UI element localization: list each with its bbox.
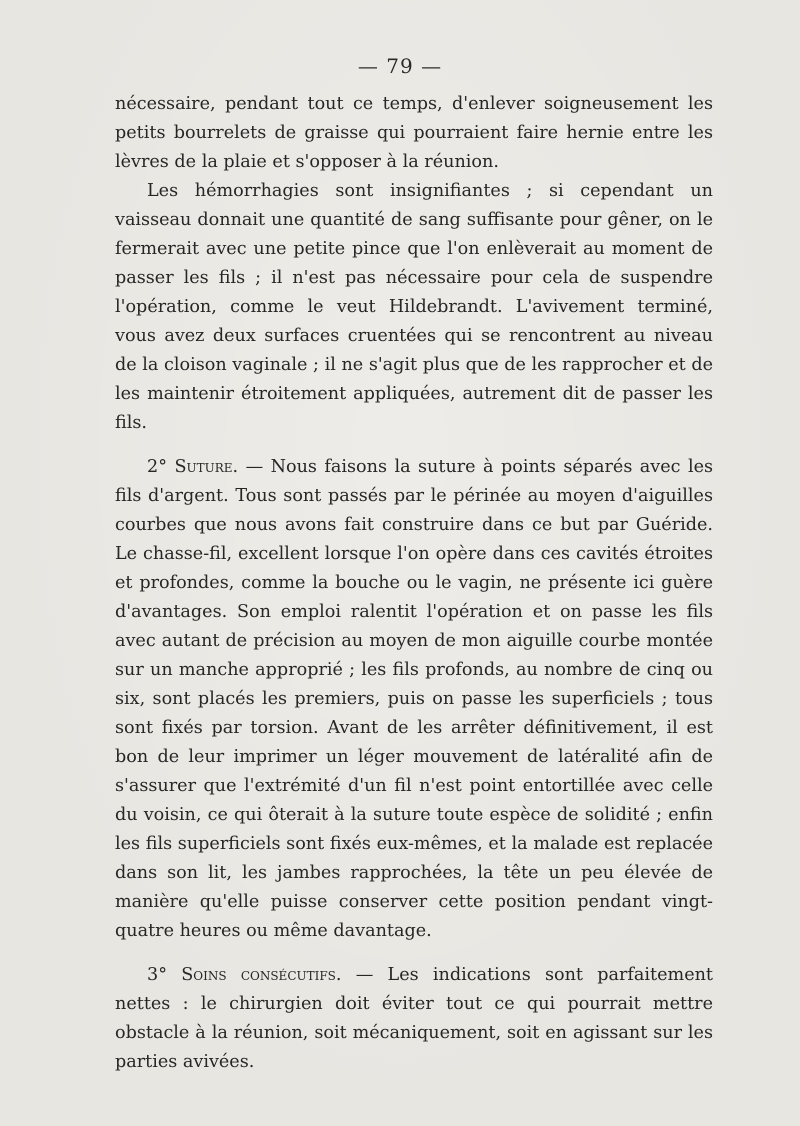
section-suture	[115, 453, 713, 946]
section-text: — Nous faisons la suture à points séparés avec les fils d'argent. Tous sont passés par le périnée au moyen d'aiguilles courbes que nous avons fait construire dans ce but par Guéride. Le chasse-fil, excellent lorsque l'on opère dans ces cavités étroites et profondes, comme la bouche ou le vagin, ne présente ici guère d'avantages. Son emploi ralentit l'opération et on passe les fils avec autant de précision au moyen de mon aiguille courbe montée sur un manche approprié ; les fils profonds, au nombre de cinq ou six, sont placés les premiers, puis on passe les superficiels ; tous sont fixés par torsion. Avant de les arrêter définitivement, il est bon de leur imprimer un léger mouvement de latéralité afin de s'assurer que l'extrémité d'un fil n'est point entortillée avec celle du voisin, ce qui ôterait à la suture toute espèce de solidité ; enfin les fils superficiels sont fixés eux-mêmes, et la malade est replacée dans son lit, les jambes rapprochées, la tête un peu élevée de manière qu'elle puisse conserver cette position pendant vingt-quatre heures ou même davantage.	[115, 457, 714, 941]
section-heading: Soins consécutifs.	[181, 965, 342, 985]
section-number: 3°	[147, 965, 167, 985]
paragraph-hemorrhage: Les hémorrhagies sont insignifiantes ; si cependant un vaisseau donnait une quantité de sang suffisante pour gêner, on le fermerait avec une petite pince que l'on enlèverait au moment de passer les fils ; il n'est pas nécessaire pour cela de suspendre l'opération, comme le veut Hildebrandt. L'avivement terminé, vous avez deux surfaces cruentées qui se rencontrent au niveau de la cloison vaginale ; il ne s'agit plus que de les rapprocher et de les maintenir étroitement appliquées, autrement dit de passer les fils.	[115, 181, 713, 433]
paragraph-continuation: nécessaire, pendant tout ce temps, d'enlever soigneusement les petits bourrelets de graisse qui pourraient faire hernie entre les lèvres de la plaie et s'opposer à la réunion.	[115, 94, 713, 172]
section-heading: Suture.	[174, 457, 239, 477]
section-soins-consecutifs	[115, 961, 713, 1077]
page-number: — 79 —	[357, 54, 443, 78]
body-text	[115, 90, 713, 1077]
section-number: 2°	[147, 457, 167, 477]
section-text: — Les indications sont parfaitement nettes : le chirurgien doit éviter tout ce qui pourrait mettre obstacle à la réunion, soit mécaniquement, soit en agissant sur les parties avivées.	[115, 965, 714, 1072]
